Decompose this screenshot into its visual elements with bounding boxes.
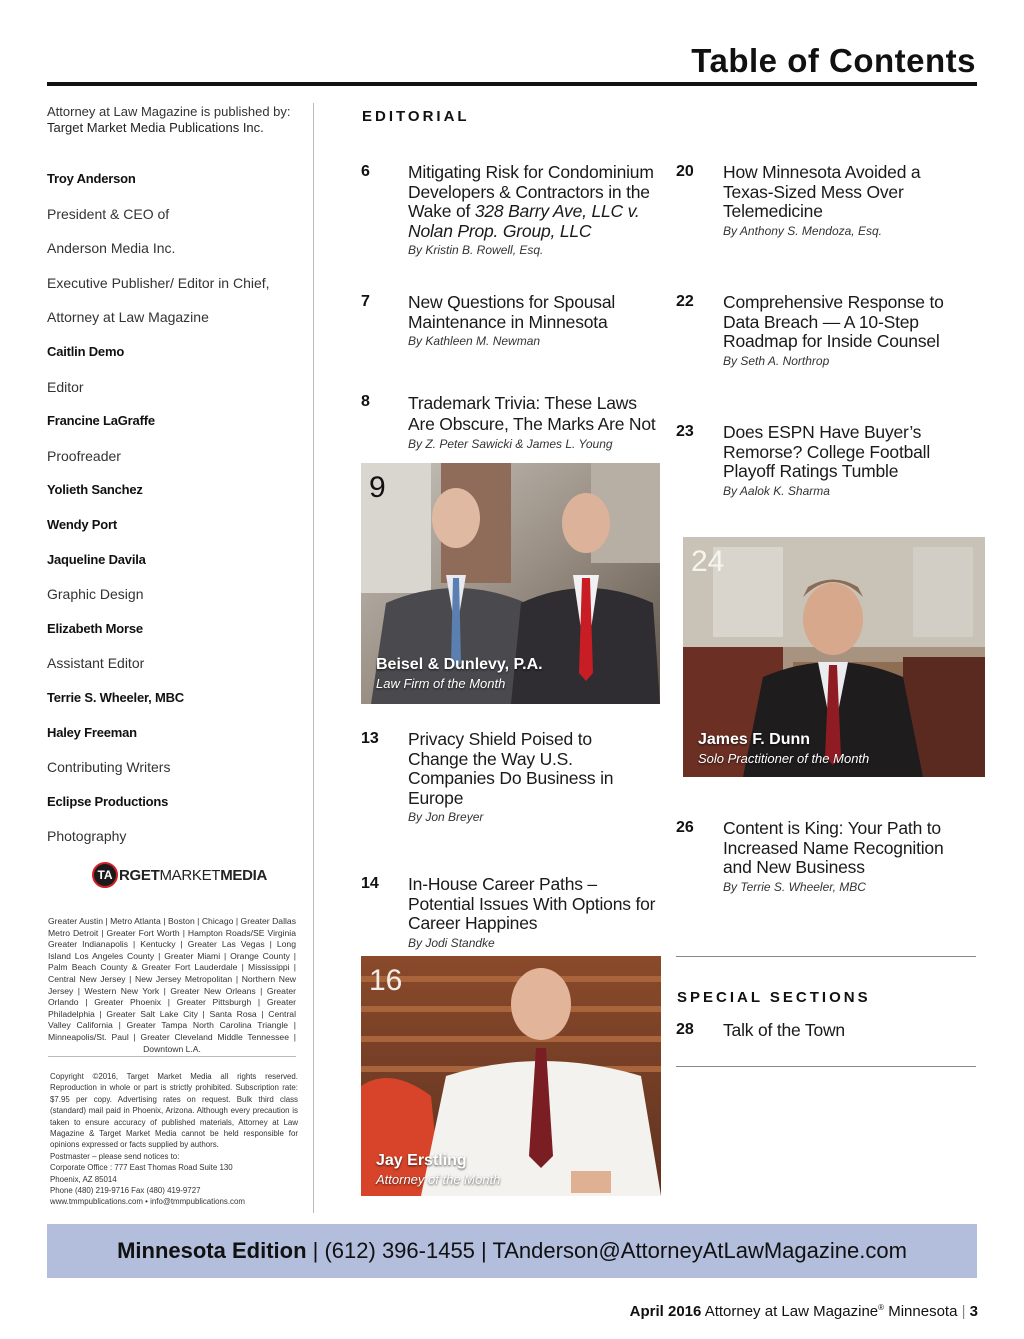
article-title: New Questions for Spousal Maintenance in Minnesota xyxy=(408,292,616,332)
edition-name: Minnesota Edition xyxy=(117,1238,307,1263)
staff-role: Editor xyxy=(47,378,84,395)
issue-date: April 2016 xyxy=(629,1303,702,1320)
staff-role: Attorney at Law Magazine xyxy=(47,309,209,326)
photo-attorney-of-month[interactable] xyxy=(361,956,661,1196)
photo-role: Attorney of the Month xyxy=(376,1172,501,1187)
article-title: How Minnesota Avoided a Texas-Sized Mess Over Telemedicine xyxy=(723,162,921,221)
page-number: 7 xyxy=(361,293,370,310)
staff-name: Caitlin Demo xyxy=(47,343,125,359)
article-title: Does ESPN Have Buyer’s Remorse? College Football Playoff Ratings Tumble xyxy=(723,422,931,481)
staff-role: President & CEO of xyxy=(47,205,170,222)
logo-badge: TA xyxy=(92,862,118,888)
article-title: Privacy Shield Poised to Change the Way U.S. Companies Do Business in Europe xyxy=(408,729,614,808)
page-number: 20 xyxy=(676,163,694,180)
markets-list: Greater Austin | Metro Atlanta | Boston | Chicago | Greater Dallas Metro Detroit | Greater Fort Worth | Hampton Roads/SE Virginia Greater Indianapolis | Kentucky | Greater Las Vegas | Long Island Los Angeles County | Greater Miami | Orange County | Palm Beach County & Greater Fort Lauderdale | Mississippi | Central New Jersey | New Jersey Metropolitan | Northern New Jersey | Western New York | Greater New Orleans | Greater Orlando | Greater Phoenix | Greater Pittsburgh | Greater Philadelphia | Greater Salt Lake City | Santa Rosa | Central Valley California | Greater Tampa North Carolina Triangle | Minneapolis/St. Paul | Greater Cleveland Middle Tennessee | Downtown L.A. xyxy=(48,916,296,1054)
article-author: By Jon Breyer xyxy=(408,810,484,824)
contact-info: | (612) 396-1455 | TAnderson@AttorneyAtLawMagazine.com xyxy=(306,1238,907,1263)
staff-list xyxy=(47,168,307,860)
publisher-intro: Attorney at Law Magazine is published by: xyxy=(47,104,291,119)
publisher-block xyxy=(47,104,302,136)
target-market-media-logo: TA RGET MARKET MEDIA xyxy=(92,862,267,888)
staff-role: Graphic Design xyxy=(47,586,144,603)
office-city: Phoenix, AZ 85014 xyxy=(50,1174,117,1184)
staff-name: Troy Anderson xyxy=(47,171,136,186)
office-address: Corporate Office : 777 East Thomas Road Suite 130 xyxy=(50,1163,233,1173)
staff-role: Anderson Media Inc. xyxy=(47,240,176,257)
copyright-block xyxy=(50,1071,298,1208)
staff-name: Yolieth Sanchez xyxy=(47,482,143,498)
staff-name: Terrie S. Wheeler, MBC xyxy=(47,689,184,705)
page-number: 6 xyxy=(361,163,370,180)
section-special: SPECIAL SECTIONS xyxy=(677,989,871,1006)
photo-page-number: 9 xyxy=(369,471,386,504)
staff-role: Executive Publisher/ Editor in Chief, xyxy=(47,274,270,291)
page-footer: April 2016 Attorney at Law Magazine® Minnesota | 3 xyxy=(629,1303,978,1320)
photo-role: Solo Practitioner of the Month xyxy=(698,751,870,766)
divider xyxy=(676,956,976,957)
publisher-name: Target Market Media Publications Inc. xyxy=(47,120,264,135)
postmaster-line: Postmaster – please send notices to: xyxy=(50,1151,180,1161)
page-title: Table of Contents xyxy=(691,42,976,79)
article-author: By Anthony S. Mendoza, Esq. xyxy=(723,223,882,238)
photo-name: James F. Dunn xyxy=(698,731,811,748)
page-number: 22 xyxy=(676,293,694,310)
article-title: Talk of the Town xyxy=(723,1020,845,1040)
page-number-footer: 3 xyxy=(969,1303,978,1320)
article-author: By Aalok K. Sharma xyxy=(723,483,830,498)
article-author: By Jodi Standke xyxy=(408,935,495,950)
staff-name: Francine LaGraffe xyxy=(47,413,155,429)
article-author: By Terrie S. Wheeler, MBC xyxy=(723,879,866,894)
page-number: 14 xyxy=(361,875,379,892)
staff-name: Elizabeth Morse xyxy=(47,620,143,636)
photo-page-number: 24 xyxy=(691,545,725,578)
staff-role: Photography xyxy=(47,828,127,845)
divider xyxy=(48,1056,296,1057)
phone-fax: Phone (480) 219-9716 Fax (480) 419-9727 xyxy=(50,1186,201,1196)
photo-solo-practitioner-of-month[interactable] xyxy=(683,537,985,777)
page-number: 23 xyxy=(676,423,694,440)
page-number: 8 xyxy=(361,393,370,410)
staff-name: Jaqueline Davila xyxy=(47,551,146,567)
web-email: www.tmmpublications.com • info@tmmpublications.com xyxy=(50,1197,245,1207)
edition-contact-banner xyxy=(47,1224,977,1278)
section-editorial: EDITORIAL xyxy=(362,108,470,125)
photo-name: Jay Erstling xyxy=(376,1152,467,1169)
staff-role: Proofreader xyxy=(47,447,121,464)
article-title: Mitigating Risk for Condominium Developers & Contractors in the Wake of 328 Barry Ave, LLC v. Nolan Prop. Group, LLC xyxy=(408,162,654,241)
staff-role: Assistant Editor xyxy=(47,655,145,672)
article-author: By Kristin B. Rowell, Esq. xyxy=(408,243,544,257)
article-title: Content is King: Your Path to Increased Name Recognition and New Business xyxy=(723,818,944,877)
photo-law-firm-of-month[interactable] xyxy=(361,463,660,704)
article-title: Comprehensive Response to Data Breach — A 10-Step Roadmap for Inside Counsel xyxy=(723,292,944,351)
staff-name: Wendy Port xyxy=(47,516,117,532)
staff-role: Contributing Writers xyxy=(47,759,171,776)
page-number: 13 xyxy=(361,730,379,747)
photo-page-number: 16 xyxy=(369,964,403,997)
divider xyxy=(676,1066,976,1067)
article-author: By Seth A. Northrop xyxy=(723,353,830,368)
photo-name: Beisel & Dunlevy, P.A. xyxy=(376,656,543,673)
copyright-text: Copyright ©2016, Target Market Media all rights reserved. Reproduction in whole or part is strictly prohibited. Subscription rate: $7.95 per copy. Advertising rates on request. Bulk third class (standard) mail paid in Phoenix, Arizona. Although every precaution is taken to ensure accuracy of published materials, Attorney at Law Magazine & Target Market Media cannot be held responsible for opinions expressed or facts supplied by authors. xyxy=(50,1072,298,1150)
article-author: By Kathleen M. Newman xyxy=(408,334,541,348)
staff-name: Eclipse Productions xyxy=(47,793,169,809)
article-author: By Z. Peter Sawicki & James L. Young xyxy=(408,437,613,451)
page-number: 26 xyxy=(676,819,694,836)
staff-name: Haley Freeman xyxy=(47,724,137,740)
article-title: Trademark Trivia: These Laws Are Obscure, The Marks Are Not xyxy=(408,393,656,434)
column-divider xyxy=(313,103,314,1213)
article-title: In-House Career Paths – Potential Issues With Options for Career Happines xyxy=(408,874,656,933)
photo-role: Law Firm of the Month xyxy=(376,676,506,691)
page-number: 28 xyxy=(676,1021,694,1038)
title-rule xyxy=(47,82,977,86)
